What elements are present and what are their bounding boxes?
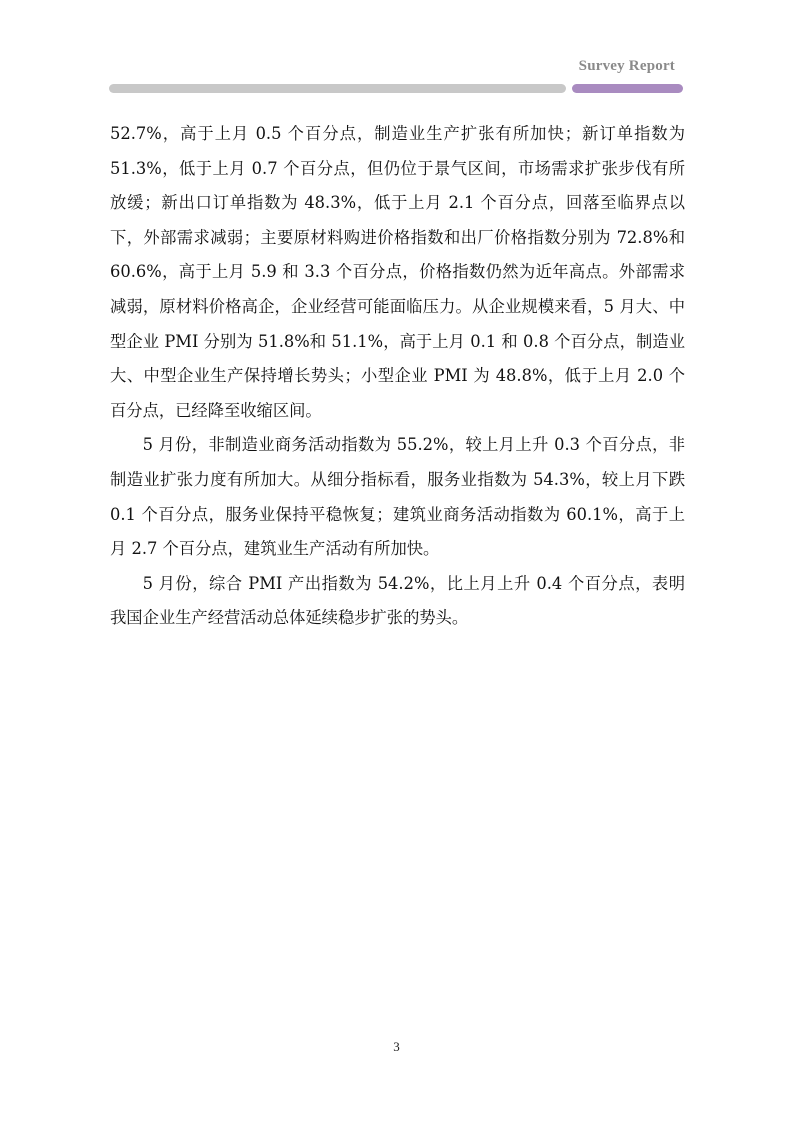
header-bar-accent [572, 84, 683, 93]
paragraph-non-manufacturing: 5 月份，非制造业商务活动指数为 55.2%，较上月上升 0.3 个百分点，非制造业扩张力度有所加大。从细分指标看，服务业指数为 54.3%，较上月下跌 0.1 个百分点，服务业保持平稳恢复；建筑业商务活动指数为 60.1%，高于上月 2.7 个百分点，建筑业生产活动有所加快。 [110, 435, 685, 559]
page-number: 3 [393, 1039, 400, 1054]
paragraph-composite-pmi: 5 月份，综合 PMI 产出指数为 54.2%，比上月上升 0.4 个百分点，表明我国企业生产经营活动总体延续稳步扩张的势头。 [110, 573, 685, 628]
header-title: Survey Report [578, 58, 675, 74]
header-bar-gray [109, 84, 566, 93]
report-body [110, 117, 685, 636]
paragraph-manufacturing: 52.7%，高于上月 0.5 个百分点，制造业生产扩张有所加快；新订单指数为 51.3%，低于上月 0.7 个百分点，但仍位于景气区间，市场需求扩张步伐有所放缓；新出口订单指数为 48.3%，低于上月 2.1 个百分点，回落至临界点以下，外部需求减弱；主要原材料购进价格指数和出厂价格指数分别为 72.8%和 60.6%，高于上月 5.9 和 3.3 个百分点，价格指数仍然为近年高点。外部需求减弱，原材料价格高企，企业经营可能面临压力。从企业规模来看，5 月大、中型企业 PMI 分别为 51.8%和 51.1%，高于上月 0.1 和 0.8 个百分点，制造业大、中型企业生产保持增长势头；小型企业 PMI 为 48.8%，低于上月 2.0 个百分点，已经降至收缩区间。 [110, 124, 685, 420]
